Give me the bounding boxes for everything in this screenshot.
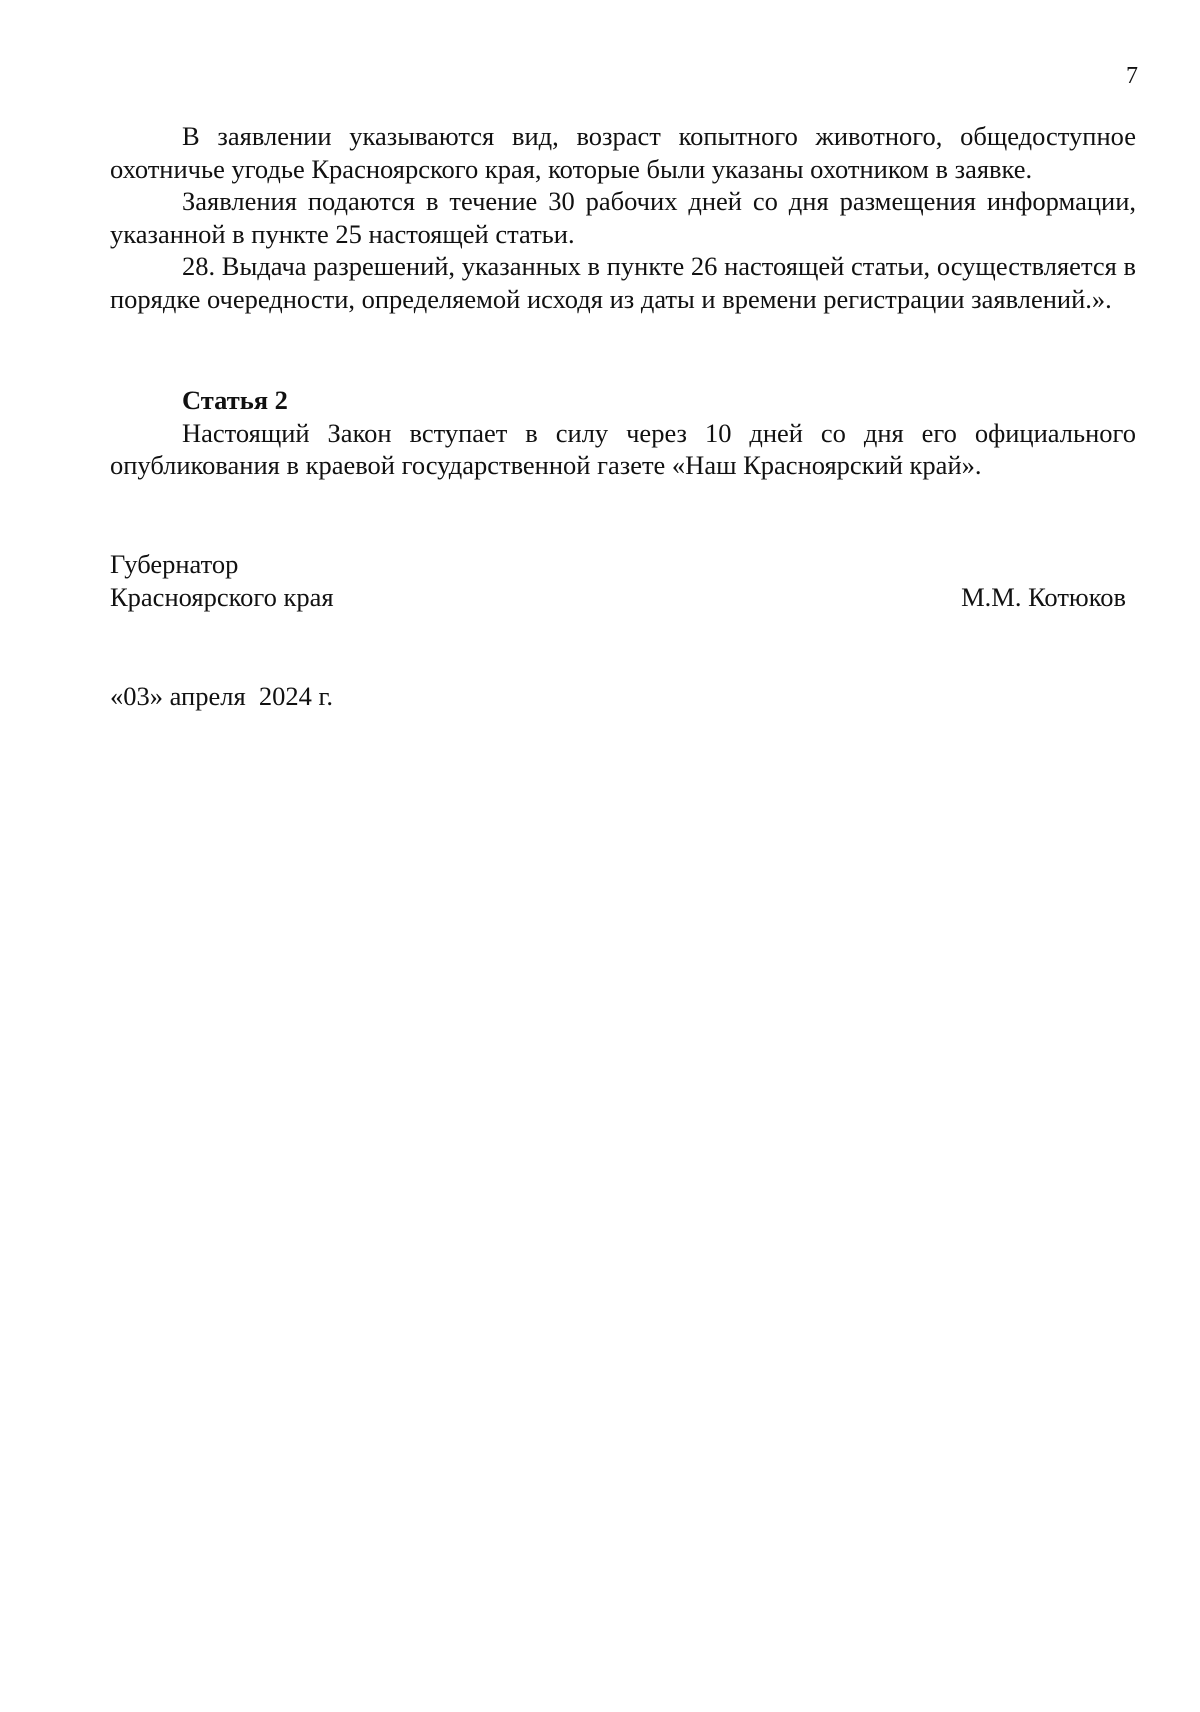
article-2	[110, 384, 1136, 482]
article-2-heading: Статья 2	[182, 385, 288, 415]
paragraph-application-contents: В заявлении указываются вид, возраст копытного животного, общедоступное охотничье угодье Красноярского края, которые были указаны охотником в заявке.	[110, 121, 1136, 184]
document-date: «03» апреля 2024 г.	[110, 681, 334, 711]
signer-title-line1: Губернатор	[110, 549, 239, 579]
paragraph-application-deadline: Заявления подаются в течение 30 рабочих дней со дня размещения информации, указанной в пункте 25 настоящей статьи.	[110, 186, 1136, 249]
signature-block	[110, 548, 1136, 613]
document-body	[110, 120, 1136, 315]
page-number: 7	[1126, 63, 1138, 89]
article-2-text: Настоящий Закон вступает в силу через 10 дней со дня его официального опубликования в краевой государственной газете «Наш Красноярский край».	[110, 417, 1136, 480]
paragraph-permit-issuance: 28. Выдача разрешений, указанных в пункте 26 настоящей статьи, осуществляется в порядке очередности, определяемой исходя из даты и времени регистрации заявлений.».	[110, 251, 1136, 314]
signer-title-line2: Красноярского края	[110, 581, 334, 612]
signer-name: М.М. Котюков	[961, 581, 1126, 612]
